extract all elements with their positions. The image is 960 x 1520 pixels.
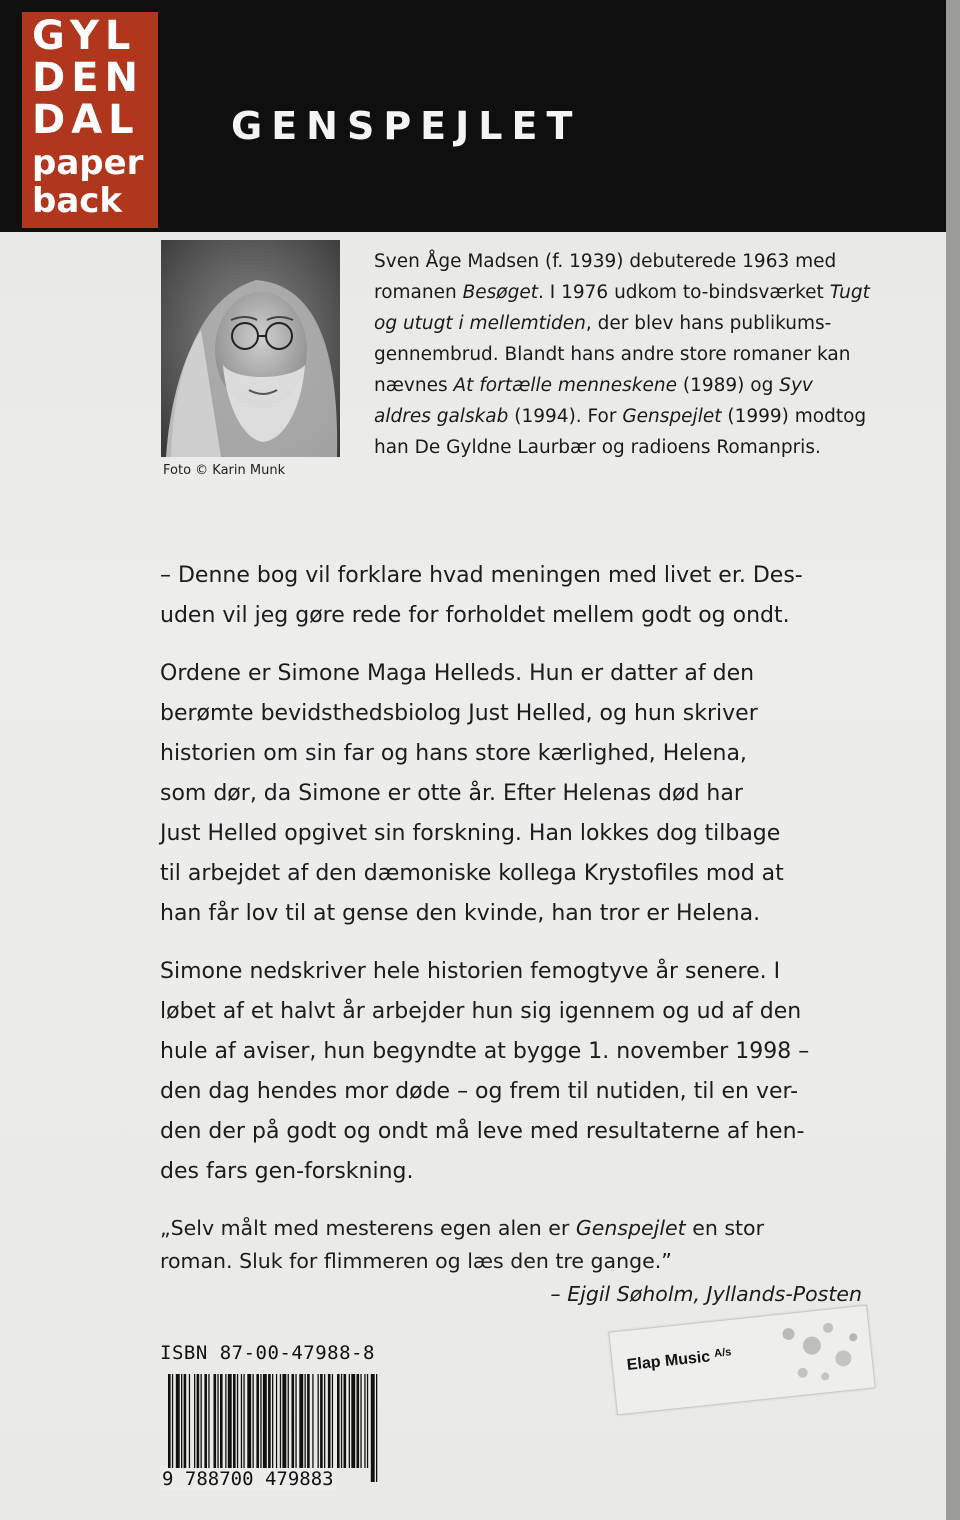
barcode-bar [376, 1374, 377, 1482]
barcode-bar [208, 1374, 209, 1468]
logo-line-2: DEN [32, 55, 145, 101]
barcode-bar [307, 1374, 310, 1468]
quote-attribution: – Ejgil Søholm, Jyllands-Posten [550, 1282, 862, 1306]
barcode-bar [371, 1374, 375, 1482]
blurb-line: des fars gen-forskning. [160, 1159, 414, 1184]
logo-line-5: back [32, 181, 123, 221]
bio-text-4: (1989) og [676, 375, 780, 396]
blurb-line: til arbejdet af den dæmoniske kollega Krystofiles mod at [160, 861, 784, 886]
blurb-line: uden vil jeg gøre rede for forholdet mellem godt og ondt. [160, 603, 790, 628]
barcode-bar [364, 1374, 365, 1468]
barcode-bar [228, 1374, 232, 1468]
blurb-paragraph-3 [160, 952, 880, 1192]
barcode-bar [292, 1374, 295, 1468]
barcode-bar [237, 1374, 238, 1468]
blurb-line: den der på godt og ondt må leve med resultaterne af hen- [160, 1119, 805, 1144]
barcode-bar [295, 1374, 296, 1468]
blurb-line: berømte bevidsthedsbiolog Just Helled, og hun skriver [160, 701, 758, 726]
logo-line-3: DAL [32, 97, 140, 143]
barcode-bar [263, 1374, 267, 1468]
barcode-bar [220, 1374, 223, 1468]
barcode-bar [341, 1374, 342, 1468]
logo-line-1: GYL [32, 13, 137, 59]
barcode-bar [312, 1374, 313, 1468]
barcode-bar [172, 1374, 173, 1482]
bio-text-2: . I 1976 udkom to-bindsværket [538, 282, 830, 303]
quote-line-1 [160, 1212, 870, 1245]
bio-work-2: Tugt og utugt i mellemtiden [374, 282, 870, 334]
barcode-bar [276, 1374, 277, 1482]
barcode-bar [272, 1374, 273, 1482]
quote-open: „Selv målt med mesterens egen alen er [160, 1216, 576, 1240]
barcode-bar [233, 1374, 236, 1468]
barcode-bar [360, 1374, 361, 1468]
quote-line-2: roman. Sluk for flimmeren og læs den tre gange.” [160, 1249, 672, 1273]
photo-caption: Foto © Karin Munk [163, 463, 286, 478]
bio-text-6: (1999) modtog han De Gyldne Laurbær og radioens Romanpris. [374, 406, 867, 458]
barcode-bar [367, 1374, 368, 1468]
barcode-bar [189, 1374, 190, 1468]
blurb-line: Ordene er Simone Maga Helleds. Hun er datter af den [160, 661, 755, 686]
barcode-bar [328, 1374, 331, 1468]
barcode-bar [288, 1374, 289, 1468]
bio-author-name: Sven Åge Madsen [374, 251, 540, 272]
barcode-bar [214, 1374, 217, 1468]
barcode-bar [318, 1374, 319, 1468]
barcode-bar [247, 1374, 251, 1468]
bio-text-3: , der blev hans publikumsgennembrud. Blandt hans andre store romaner kan nævnes [374, 313, 851, 396]
blurb-paragraph-1 [160, 556, 880, 636]
book-title: GENSPEJLET [231, 104, 582, 148]
author-portrait-image [161, 240, 340, 457]
isbn-label: ISBN 87-00-47988-8 [160, 1342, 375, 1364]
bio-work-4: Syv aldres galskab [374, 375, 813, 427]
author-photo [161, 240, 340, 457]
quote-rest: en stor [685, 1216, 765, 1240]
blurb-line: Just Helled opgivet sin forskning. Han lokkes dog tilbage [160, 821, 781, 846]
blurb-line: han får lov til at gense den kvinde, han tror er Helena. [160, 901, 761, 926]
barcode-bar [280, 1374, 281, 1468]
barcode-bar [241, 1374, 242, 1468]
sticker-store-name: Elap Music [626, 1347, 716, 1375]
bio-text-1: (f. 1939) debuterede 1963 med romanen [374, 251, 837, 303]
quote-work: Genspejlet [575, 1216, 686, 1240]
barcode-number: 9 788700 479883 [162, 1468, 334, 1490]
barcode-bar [253, 1374, 254, 1468]
blurb-line: som dør, da Simone er otte år. Efter Helenas død har [160, 781, 743, 806]
barcode-bar [351, 1374, 355, 1468]
bio-text-5: (1994). For [508, 406, 623, 427]
title-band [0, 0, 946, 232]
barcode-bar [324, 1374, 325, 1468]
author-bio [374, 246, 874, 463]
barcode-bar [305, 1374, 306, 1468]
blurb [160, 556, 880, 1210]
barcode-bar [204, 1374, 207, 1468]
blurb-line: løbet af et halvt år arbejder hun sig igennem og ud af den [160, 999, 802, 1024]
review-quote [160, 1212, 870, 1311]
blurb-line: Simone nedskriver hele historien femogtyve år senere. I [160, 959, 781, 984]
barcode-bar [176, 1374, 180, 1468]
logo-line-4: paper [32, 143, 144, 183]
barcode-bar [194, 1374, 195, 1468]
sticker-text [626, 1346, 732, 1375]
barcode-bar [299, 1374, 303, 1468]
barcode-bar [332, 1374, 333, 1468]
publisher-logo [22, 12, 158, 228]
barcode-bar [337, 1374, 340, 1468]
barcode-bar [344, 1374, 347, 1468]
barcode-bar [243, 1374, 244, 1468]
barcode-bar [181, 1374, 182, 1468]
barcode-bar [349, 1374, 350, 1468]
barcode-bar [268, 1374, 271, 1468]
blurb-line: den dag hendes mor døde – og frem til nutiden, til en ver- [160, 1079, 799, 1104]
barcode-bar [260, 1374, 261, 1468]
sticker-suffix: A/s [713, 1346, 732, 1360]
blurb-line: historien om sin far og hans store kærlighed, Helena, [160, 741, 747, 766]
blurb-paragraph-2 [160, 654, 880, 934]
bio-work-3: At fortælle menneskene [453, 375, 677, 396]
sticker-wear-marks [747, 1306, 875, 1400]
bio-work-5: Genspejlet [622, 406, 722, 427]
barcode-bar [282, 1374, 286, 1468]
barcode-bar [357, 1374, 360, 1468]
barcode-bar [197, 1374, 200, 1468]
barcode-bar [320, 1374, 323, 1468]
barcode-bar [225, 1374, 226, 1468]
blurb-line: – Denne bog vil forklare hvad meningen med livet er. Des- [160, 563, 803, 588]
barcode-bar [256, 1374, 259, 1468]
barcode-bar [201, 1374, 202, 1468]
barcode-bar [184, 1374, 187, 1468]
bio-work-1: Besøget [462, 282, 539, 303]
blurb-line: hule af aviser, hun begyndte at bygge 1. november 1998 – [160, 1039, 810, 1064]
barcode-bar [217, 1374, 218, 1468]
barcode-bar [168, 1374, 171, 1482]
store-price-sticker [608, 1305, 875, 1416]
